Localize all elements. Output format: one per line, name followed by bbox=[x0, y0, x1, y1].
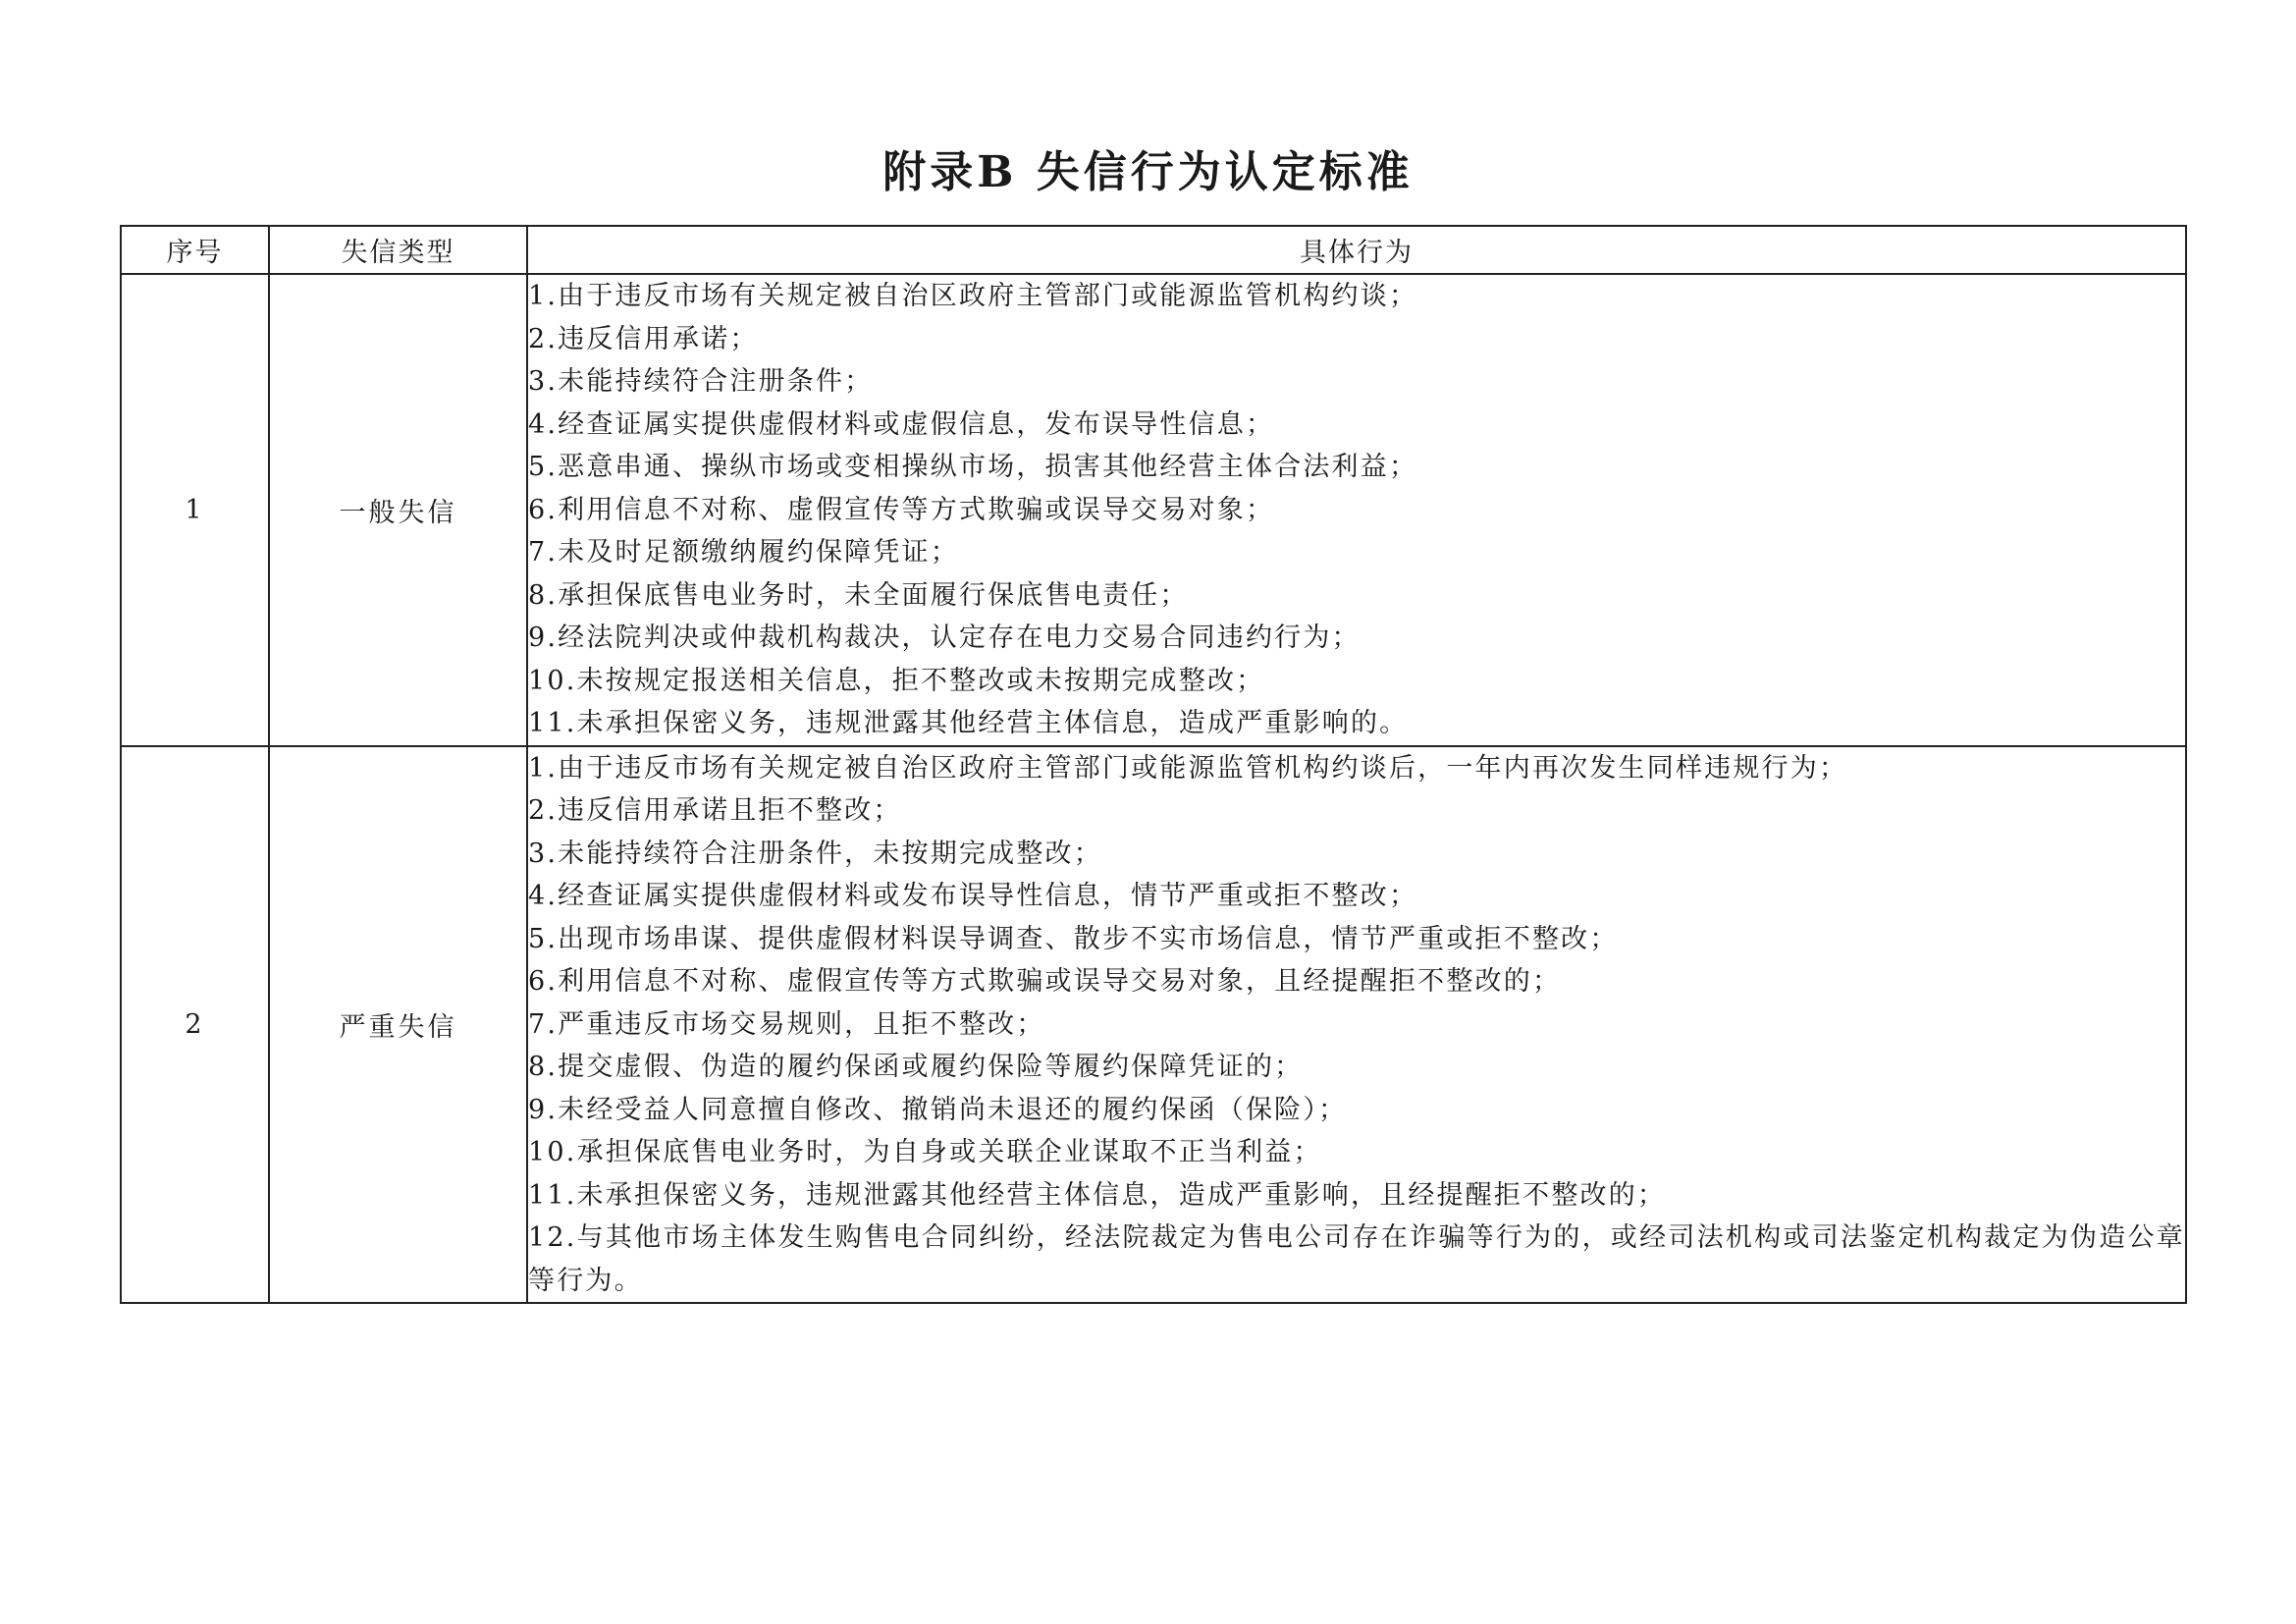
behavior-item: 2.违反信用承诺且拒不整改； bbox=[528, 795, 902, 826]
behavior-item: 11.未承担保密义务，违规泄露其他经营主体信息，造成严重影响，且经提醒拒不整改的； bbox=[528, 1179, 1667, 1211]
behavior-item: 8.承担保底售电业务时，未全面履行保底售电责任； bbox=[528, 579, 1189, 611]
behavior-item: 5.出现市场串谋、提供虚假材料误导调查、散步不实市场信息，情节严重或拒不整改； bbox=[528, 923, 1619, 954]
header-seq: 序号 bbox=[121, 226, 269, 274]
behavior-item: 4.经查证属实提供虚假材料或发布误导性信息，情节严重或拒不整改； bbox=[528, 881, 1418, 911]
header-desc: 具体行为 bbox=[527, 226, 2186, 274]
behavior-item: 6.利用信息不对称、虚假宣传等方式欺骗或误导交易对象，且经提醒拒不整改的； bbox=[528, 966, 1562, 997]
header-type: 失信类型 bbox=[269, 226, 527, 274]
page-title: 附录B 失信行为认定标准 bbox=[882, 147, 1414, 197]
row-seq: 2 bbox=[121, 746, 269, 1304]
behavior-item: 7.未及时足额缴纳履约保障凭证； bbox=[528, 537, 959, 568]
behavior-item: 5.恶意串通、操纵市场或变相操纵市场，损害其他经营主体合法利益； bbox=[528, 452, 1418, 482]
behavior-item: 1.由于违反市场有关规定被自治区政府主管部门或能源监管机构约谈； bbox=[528, 281, 1418, 311]
row-behaviors bbox=[527, 274, 2186, 746]
behavior-item: 12.与其他市场主体发生购售电合同纠纷，经法院裁定为售电公司存在诈骗等行为的，或经司法机构或司法鉴定机构裁定为伪造公章等行为。 bbox=[528, 1222, 2185, 1296]
behavior-item: 8.提交虚假、伪造的履约保函或履约保险等履约保障凭证的； bbox=[528, 1052, 1304, 1082]
behavior-item: 6.利用信息不对称、虚假宣传等方式欺骗或误导交易对象； bbox=[528, 494, 1275, 525]
behavior-item: 9.未经受益人同意擅自修改、撤销尚未退还的履约保函（保险）； bbox=[528, 1094, 1348, 1125]
behavior-item: 3.未能持续符合注册条件，未按期完成整改； bbox=[528, 838, 1102, 869]
row-behaviors bbox=[527, 746, 2186, 1304]
behavior-item: 4.经查证属实提供虚假材料或虚假信息，发布误导性信息； bbox=[528, 408, 1275, 440]
row-type: 一般失信 bbox=[269, 274, 527, 746]
behavior-item: 1.由于违反市场有关规定被自治区政府主管部门或能源监管机构约谈后，一年内再次发生同样违规行为； bbox=[528, 752, 1848, 784]
behavior-item: 7.严重违反市场交易规则，且拒不整改； bbox=[528, 1008, 1045, 1040]
table-row bbox=[121, 746, 2186, 1304]
table-header-row bbox=[121, 226, 2186, 274]
behavior-item: 9.经法院判决或仲裁机构裁决，认定存在电力交易合同违约行为； bbox=[528, 623, 1361, 653]
behavior-item: 3.未能持续符合注册条件； bbox=[528, 366, 874, 397]
behavior-item: 2.违反信用承诺； bbox=[528, 323, 759, 354]
table-row bbox=[121, 274, 2186, 746]
dishonesty-criteria-table bbox=[120, 225, 2187, 1304]
row-seq: 1 bbox=[121, 274, 269, 746]
behavior-item: 11.未承担保密义务，违规泄露其他经营主体信息，造成严重影响的。 bbox=[528, 708, 1409, 738]
behavior-item: 10.未按规定报送相关信息，拒不整改或未按期完成整改； bbox=[528, 665, 1265, 696]
row-type: 严重失信 bbox=[269, 746, 527, 1304]
behavior-item: 10.承担保底售电业务时，为自身或关联企业谋取不正当利益； bbox=[528, 1137, 1322, 1167]
